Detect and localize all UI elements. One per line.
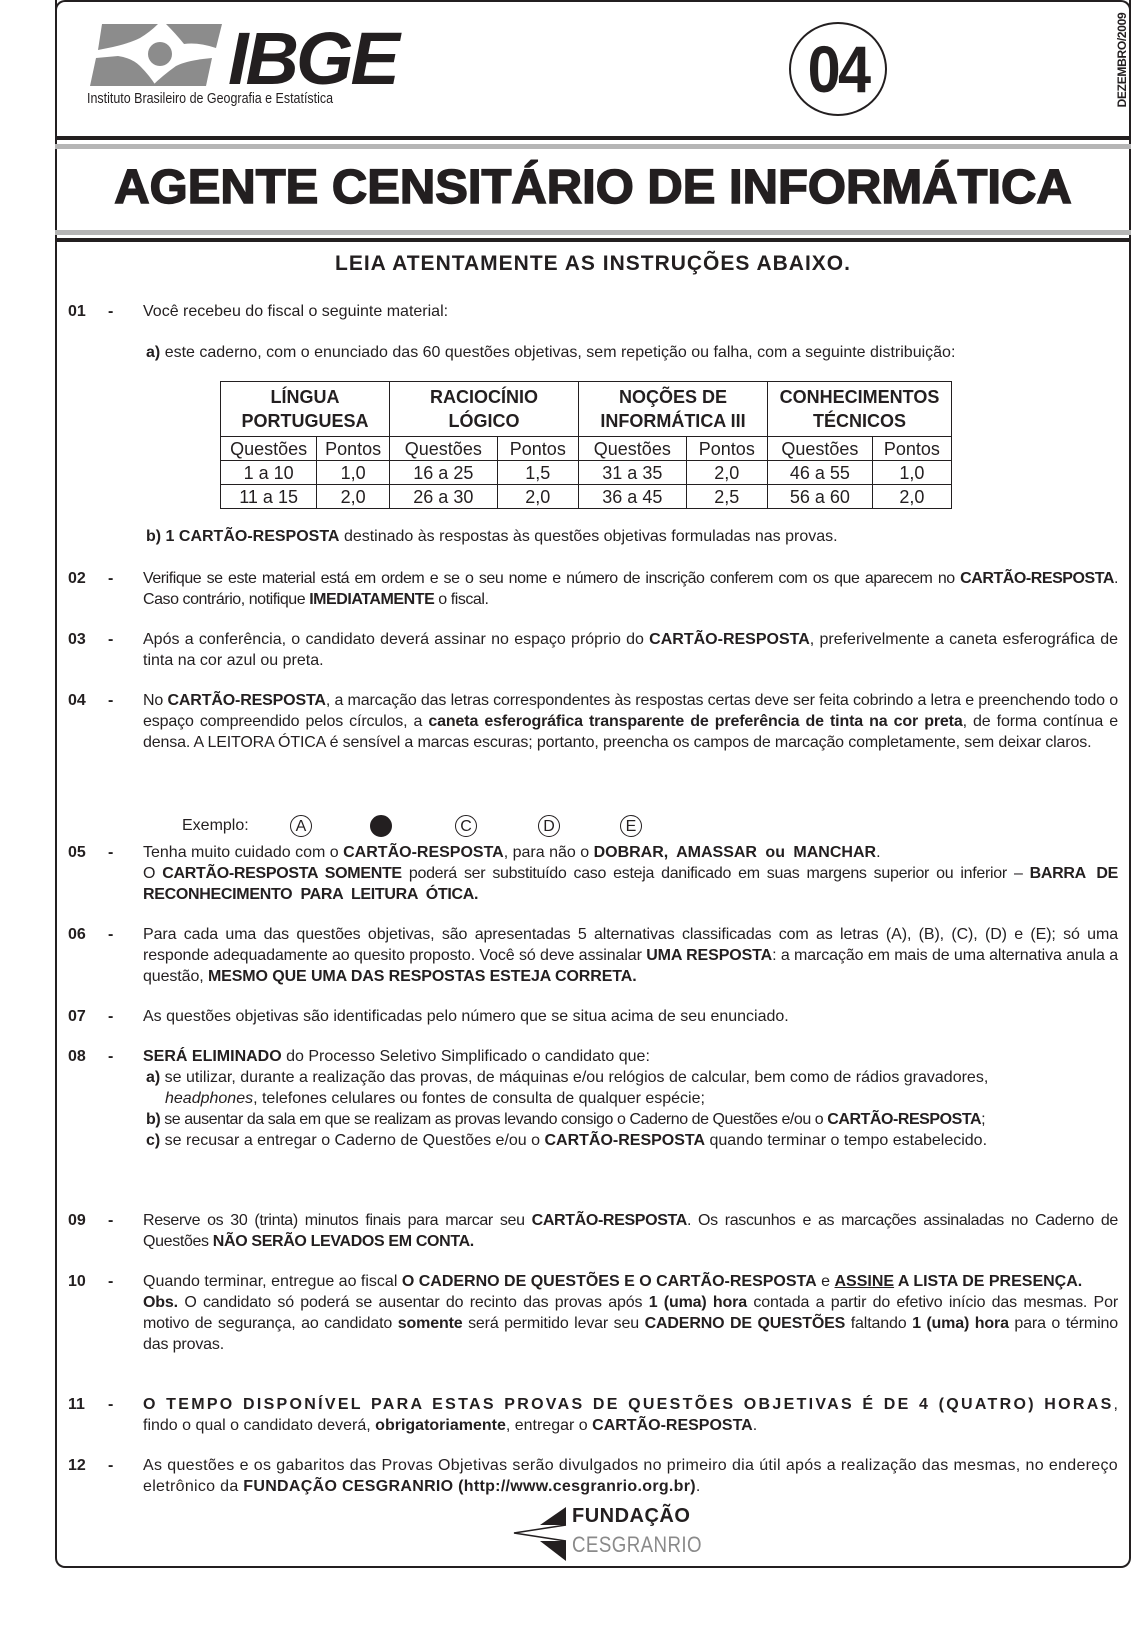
table-cell: 46 a 55 [768, 461, 873, 485]
item-dash: - [108, 303, 114, 320]
item-number: 04 [68, 692, 86, 709]
text: . Os rascunhos e as marcações assinaladas no Caderno de Questões [143, 1212, 1118, 1250]
text: se utilizar, durante a realização das provas, de máquinas e/ou relógios de calcular, bem como de rádios gravadores, [160, 1069, 989, 1086]
item-dash: - [108, 1048, 114, 1065]
option-letter: E [625, 818, 637, 835]
item-number: 03 [68, 631, 86, 648]
text: Após a conferência, o candidato deverá assinar no espaço próprio do [143, 631, 650, 648]
text: contada a partir do efetivo início das mesmas. Por motivo de segurança, ao candidato [143, 1294, 1119, 1332]
booklet-number: 04 [807, 32, 869, 106]
item-number: 12 [68, 1457, 86, 1474]
text-bold: DOBRAR, AMASSAR ou MANCHAR [593, 844, 877, 861]
divider [55, 230, 1131, 235]
ibge-emblem-icon [88, 22, 228, 88]
text: , para não o [503, 844, 594, 861]
text-bold: SERÁ ELIMINADO [143, 1048, 282, 1065]
text: do Processo Seletivo Simplificado o candidato que: [281, 1048, 650, 1065]
text-bold: O TEMPO DISPONÍVEL PARA ESTAS PROVAS DE QUESTÕES OBJETIVAS É DE 4 (QUATRO) HORAS [143, 1396, 1114, 1413]
example-option-c [455, 815, 477, 837]
column-header: Pontos [872, 437, 951, 461]
text-bold: FUNDAÇÃO CESGRANRIO (http://www.cesgranrio.org.br) [243, 1478, 696, 1495]
text-bold: somente [397, 1315, 463, 1332]
text: será permitido levar seu [462, 1315, 645, 1332]
text-bold: MESMO QUE UMA DAS RESPOSTAS ESTEJA CORRETA. [207, 968, 637, 985]
divider [55, 144, 1131, 149]
text: quando terminar o tempo estabelecido. [705, 1132, 988, 1149]
text-bold: O CADERNO DE QUESTÕES E O CARTÃO-RESPOSTA [401, 1273, 817, 1290]
logo-line-2: CESGRANRIO [572, 1532, 702, 1557]
item-body [143, 690, 1118, 753]
text-bold: obrigatoriamente [375, 1417, 506, 1434]
table-cell: 2,0 [497, 485, 578, 509]
item-body [143, 568, 1118, 610]
table-cell: 2,0 [317, 485, 390, 509]
item-dash: - [108, 631, 114, 648]
divider [55, 136, 1131, 140]
item-dash: - [108, 570, 114, 587]
table-cell: 26 a 30 [390, 485, 498, 509]
subject-name: PORTUGUESA [241, 411, 369, 431]
text: As questões objetivas são identificadas pelo número que se situa acima de seu enunciado. [143, 1008, 789, 1025]
subitem-text: este caderno, com o enunciado das 60 questões objetivas, sem repetição ou falha, com a seguinte distribuição: [164, 344, 956, 361]
text: para o término das provas. [143, 1315, 1118, 1353]
table-cell: 1,0 [317, 461, 390, 485]
text: Reserve os 30 (trinta) minutos finais para marcar seu [143, 1212, 532, 1229]
text: No [143, 692, 168, 709]
text: ; [981, 1111, 986, 1128]
text-bold: NÃO SERÃO LEVADOS EM CONTA. [212, 1233, 474, 1250]
line [143, 1067, 1118, 1088]
text: O candidato só poderá se ausentar do recinto das provas após [177, 1294, 649, 1311]
option-letter: A [295, 818, 307, 835]
text-bold: A LISTA DE PRESENÇA. [894, 1273, 1083, 1290]
exam-date-text: DEZEMBRO/2009 [1115, 12, 1129, 108]
table-subheader-row [221, 437, 952, 461]
table-row [221, 485, 952, 509]
item-number: 01 [68, 303, 86, 320]
subject-header [768, 382, 952, 437]
text: , a marcação das letras correspondentes às respostas certas deve ser feita cobrindo a letra e preenchendo todo o espaço compreendido pelos círculos, a [143, 692, 1119, 730]
item-dash: - [108, 1212, 114, 1229]
subject-name: CONHECIMENTOS [779, 387, 940, 407]
table-cell: 2,5 [686, 485, 767, 509]
text: O [143, 865, 163, 882]
item-dash: - [108, 926, 114, 943]
column-header: Pontos [686, 437, 767, 461]
item-body [143, 842, 1118, 905]
text: e [816, 1273, 835, 1290]
subject-name: TÉCNICOS [812, 411, 906, 431]
line [143, 1292, 1118, 1355]
item-body [146, 342, 1121, 363]
text: . [695, 1478, 701, 1495]
exam-title: AGENTE CENSITÁRIO DE INFORMÁTICA [114, 161, 1072, 214]
line [143, 842, 1118, 863]
table-cell: 1,0 [872, 461, 951, 485]
item-body [143, 1046, 1118, 1151]
subject-header [579, 382, 768, 437]
ibge-wordmark: IBGE [228, 17, 397, 100]
item-number: 06 [68, 926, 86, 943]
text: se recusar a entregar o Caderno de Questões e/ou o [160, 1132, 545, 1149]
item-dash: - [108, 1457, 114, 1474]
text-bold: CARTÃO-RESPOSTA [544, 1132, 706, 1149]
text-bold: CARTÃO-RESPOSTA [167, 692, 326, 709]
text: Para cada uma das questões objetivas, são apresentadas 5 alternativas classificadas com as letras (A), (B), (C), (D) e (E); só uma responde adequadamente ao quesito proposto. Você só deve assinalar [143, 926, 1118, 964]
item-dash: - [108, 1008, 114, 1025]
text: , findo o qual o candidato deverá, [143, 1396, 1118, 1434]
text: . Caso contrário, notifique [143, 570, 1118, 608]
text: : a marcação em mais de uma alternativa anula a questão, [143, 947, 1119, 985]
example-option-a [290, 815, 312, 837]
item-body [143, 301, 1118, 322]
text: , preferivelmente a caneta esferográfica de tinta na cor azul ou preta. [143, 631, 1119, 669]
table-cell: 31 a 35 [579, 461, 687, 485]
line [143, 1046, 1118, 1067]
item-number: 05 [68, 844, 86, 861]
divider [55, 238, 1131, 242]
table-cell: 56 a 60 [768, 485, 873, 509]
subject-header [390, 382, 579, 437]
item-number: 02 [68, 570, 86, 587]
text-bold: UMA RESPOSTA [646, 947, 773, 964]
option-letter: D [543, 818, 555, 835]
item-dash: - [108, 1273, 114, 1290]
text-bold: CARTÃO-RESPOSTA [592, 1417, 753, 1434]
item-dash: - [108, 844, 114, 861]
option-letter: C [460, 818, 472, 835]
booklet-number-badge [789, 22, 887, 116]
column-header: Pontos [317, 437, 390, 461]
table-cell: 11 a 15 [221, 485, 317, 509]
text-bold: CARTÃO-RESPOSTA [827, 1111, 982, 1128]
item-number: 08 [68, 1048, 86, 1065]
text: se ausentar da sala em que se realizam as provas levando consigo o Caderno de Questões e/ou o [160, 1111, 828, 1128]
text: Quando terminar, entregue ao fiscal [143, 1273, 402, 1290]
text: Tenha muito cuidado com o [143, 844, 344, 861]
text-bold: CARTÃO-RESPOSTA [960, 570, 1114, 587]
text: As questões e os gabaritos das Provas Objetivas serão divulgados no primeiro dia útil após a realização das mesmas, no endereço eletrônico da [143, 1457, 1118, 1495]
text-italic: headphones [165, 1090, 254, 1107]
text-bold: IMEDIATAMENTE [309, 591, 435, 608]
cesgranrio-logo [510, 1505, 710, 1565]
text-bold: BARRA DE RECONHECIMENTO PARA LEITURA ÓTICA. [143, 865, 1119, 903]
item-body [143, 629, 1118, 671]
line [143, 1271, 1118, 1292]
line [143, 1109, 1118, 1130]
column-header: Questões [390, 437, 498, 461]
text: faltando [845, 1315, 913, 1332]
item-body [143, 1455, 1118, 1497]
text: , telefones celulares ou fontes de consulta de qualquer espécie; [253, 1090, 705, 1107]
subitem-text: destinado às respostas às questões objetivas formuladas nas provas. [343, 528, 838, 545]
example-option-b-filled [370, 815, 392, 837]
subitem-label: c) [146, 1132, 161, 1149]
text: . [876, 844, 881, 861]
item-body [143, 1210, 1118, 1252]
example-label: Exemplo: [182, 817, 249, 834]
subitem-label: a) [146, 1069, 161, 1086]
table-cell: 1 a 10 [221, 461, 317, 485]
text-bold: CARTÃO-RESPOSTA [649, 631, 810, 648]
line [143, 1130, 1118, 1151]
subject-name: NOÇÕES DE [618, 387, 728, 407]
text-bold: 1 (uma) hora [912, 1315, 1009, 1332]
text-bold: CADERNO DE QUESTÕES [644, 1315, 846, 1332]
text-bold: 1 (uma) hora [648, 1294, 748, 1311]
column-header: Questões [768, 437, 873, 461]
item-dash: - [108, 692, 114, 709]
text: poderá ser substituído caso esteja danificado em suas margens superior ou inferior – [401, 865, 1030, 882]
text-bold: CARTÃO-RESPOSTA SOMENTE [162, 865, 402, 882]
subject-name: INFORMÁTICA III [600, 411, 746, 431]
item-body [143, 924, 1118, 987]
text-bold: CARTÃO-RESPOSTA [531, 1212, 687, 1229]
text: Verifique se este material está em ordem e se o seu nome e número de inscrição conferem com os que aparecem no [143, 570, 961, 587]
text: o fiscal. [434, 591, 489, 608]
item-number: 07 [68, 1008, 86, 1025]
item-text: Você recebeu do fiscal o seguinte material: [143, 303, 449, 320]
table-row [221, 461, 952, 485]
table-cell: 16 a 25 [390, 461, 498, 485]
cesgranrio-arrow-icon [510, 1505, 572, 1563]
subitem-label: a) [146, 344, 161, 361]
exam-date [1113, 0, 1131, 120]
column-header: Questões [579, 437, 687, 461]
table-header-row [221, 382, 952, 437]
table-cell: 2,0 [686, 461, 767, 485]
table-cell: 1,5 [497, 461, 578, 485]
example-option-d [538, 815, 560, 837]
subject-name: RACIOCÍNIO [430, 387, 538, 407]
subject-name: LÍNGUA [270, 387, 340, 407]
item-body [143, 1006, 1118, 1027]
subject-name: LÓGICO [448, 411, 520, 431]
line [143, 1088, 1118, 1109]
instructions-heading: LEIA ATENTAMENTE AS INSTRUÇÕES ABAIXO. [335, 252, 851, 275]
line [143, 863, 1118, 905]
text-bold: Obs. [143, 1294, 178, 1311]
item-body [143, 1271, 1118, 1355]
column-header: Questões [221, 437, 317, 461]
text-underlined: ASSINE [834, 1273, 895, 1290]
institute-name: Instituto Brasileiro de Geografia e Estatística [87, 91, 334, 107]
item-body [143, 1394, 1118, 1436]
item-number: 11 [68, 1396, 85, 1413]
item-number: 10 [68, 1273, 86, 1290]
column-header: Pontos [497, 437, 578, 461]
distribution-table [220, 381, 952, 509]
item-body [146, 526, 1121, 547]
subitem-label: b) [146, 1111, 161, 1128]
subject-header [221, 382, 390, 437]
logo-line-1: FUNDAÇÃO [572, 1505, 691, 1527]
table-cell: 36 a 45 [579, 485, 687, 509]
text: . [752, 1417, 758, 1434]
text: , de forma contínua e densa. A LEITORA ÓTICA é sensível a marcas escuras; portanto, preencha os campos de marcação completamente, sem deixar claros. [143, 713, 1118, 751]
table-cell: 2,0 [872, 485, 951, 509]
text-bold: CARTÃO-RESPOSTA [343, 844, 504, 861]
example-option-e [620, 815, 642, 837]
text: , entregar o [505, 1417, 593, 1434]
item-number: 09 [68, 1212, 86, 1229]
subitem-label: b) 1 CARTÃO-RESPOSTA [146, 528, 340, 545]
text-bold: caneta esferográfica transparente de preferência de tinta na cor preta [428, 713, 963, 730]
item-dash: - [108, 1396, 114, 1413]
